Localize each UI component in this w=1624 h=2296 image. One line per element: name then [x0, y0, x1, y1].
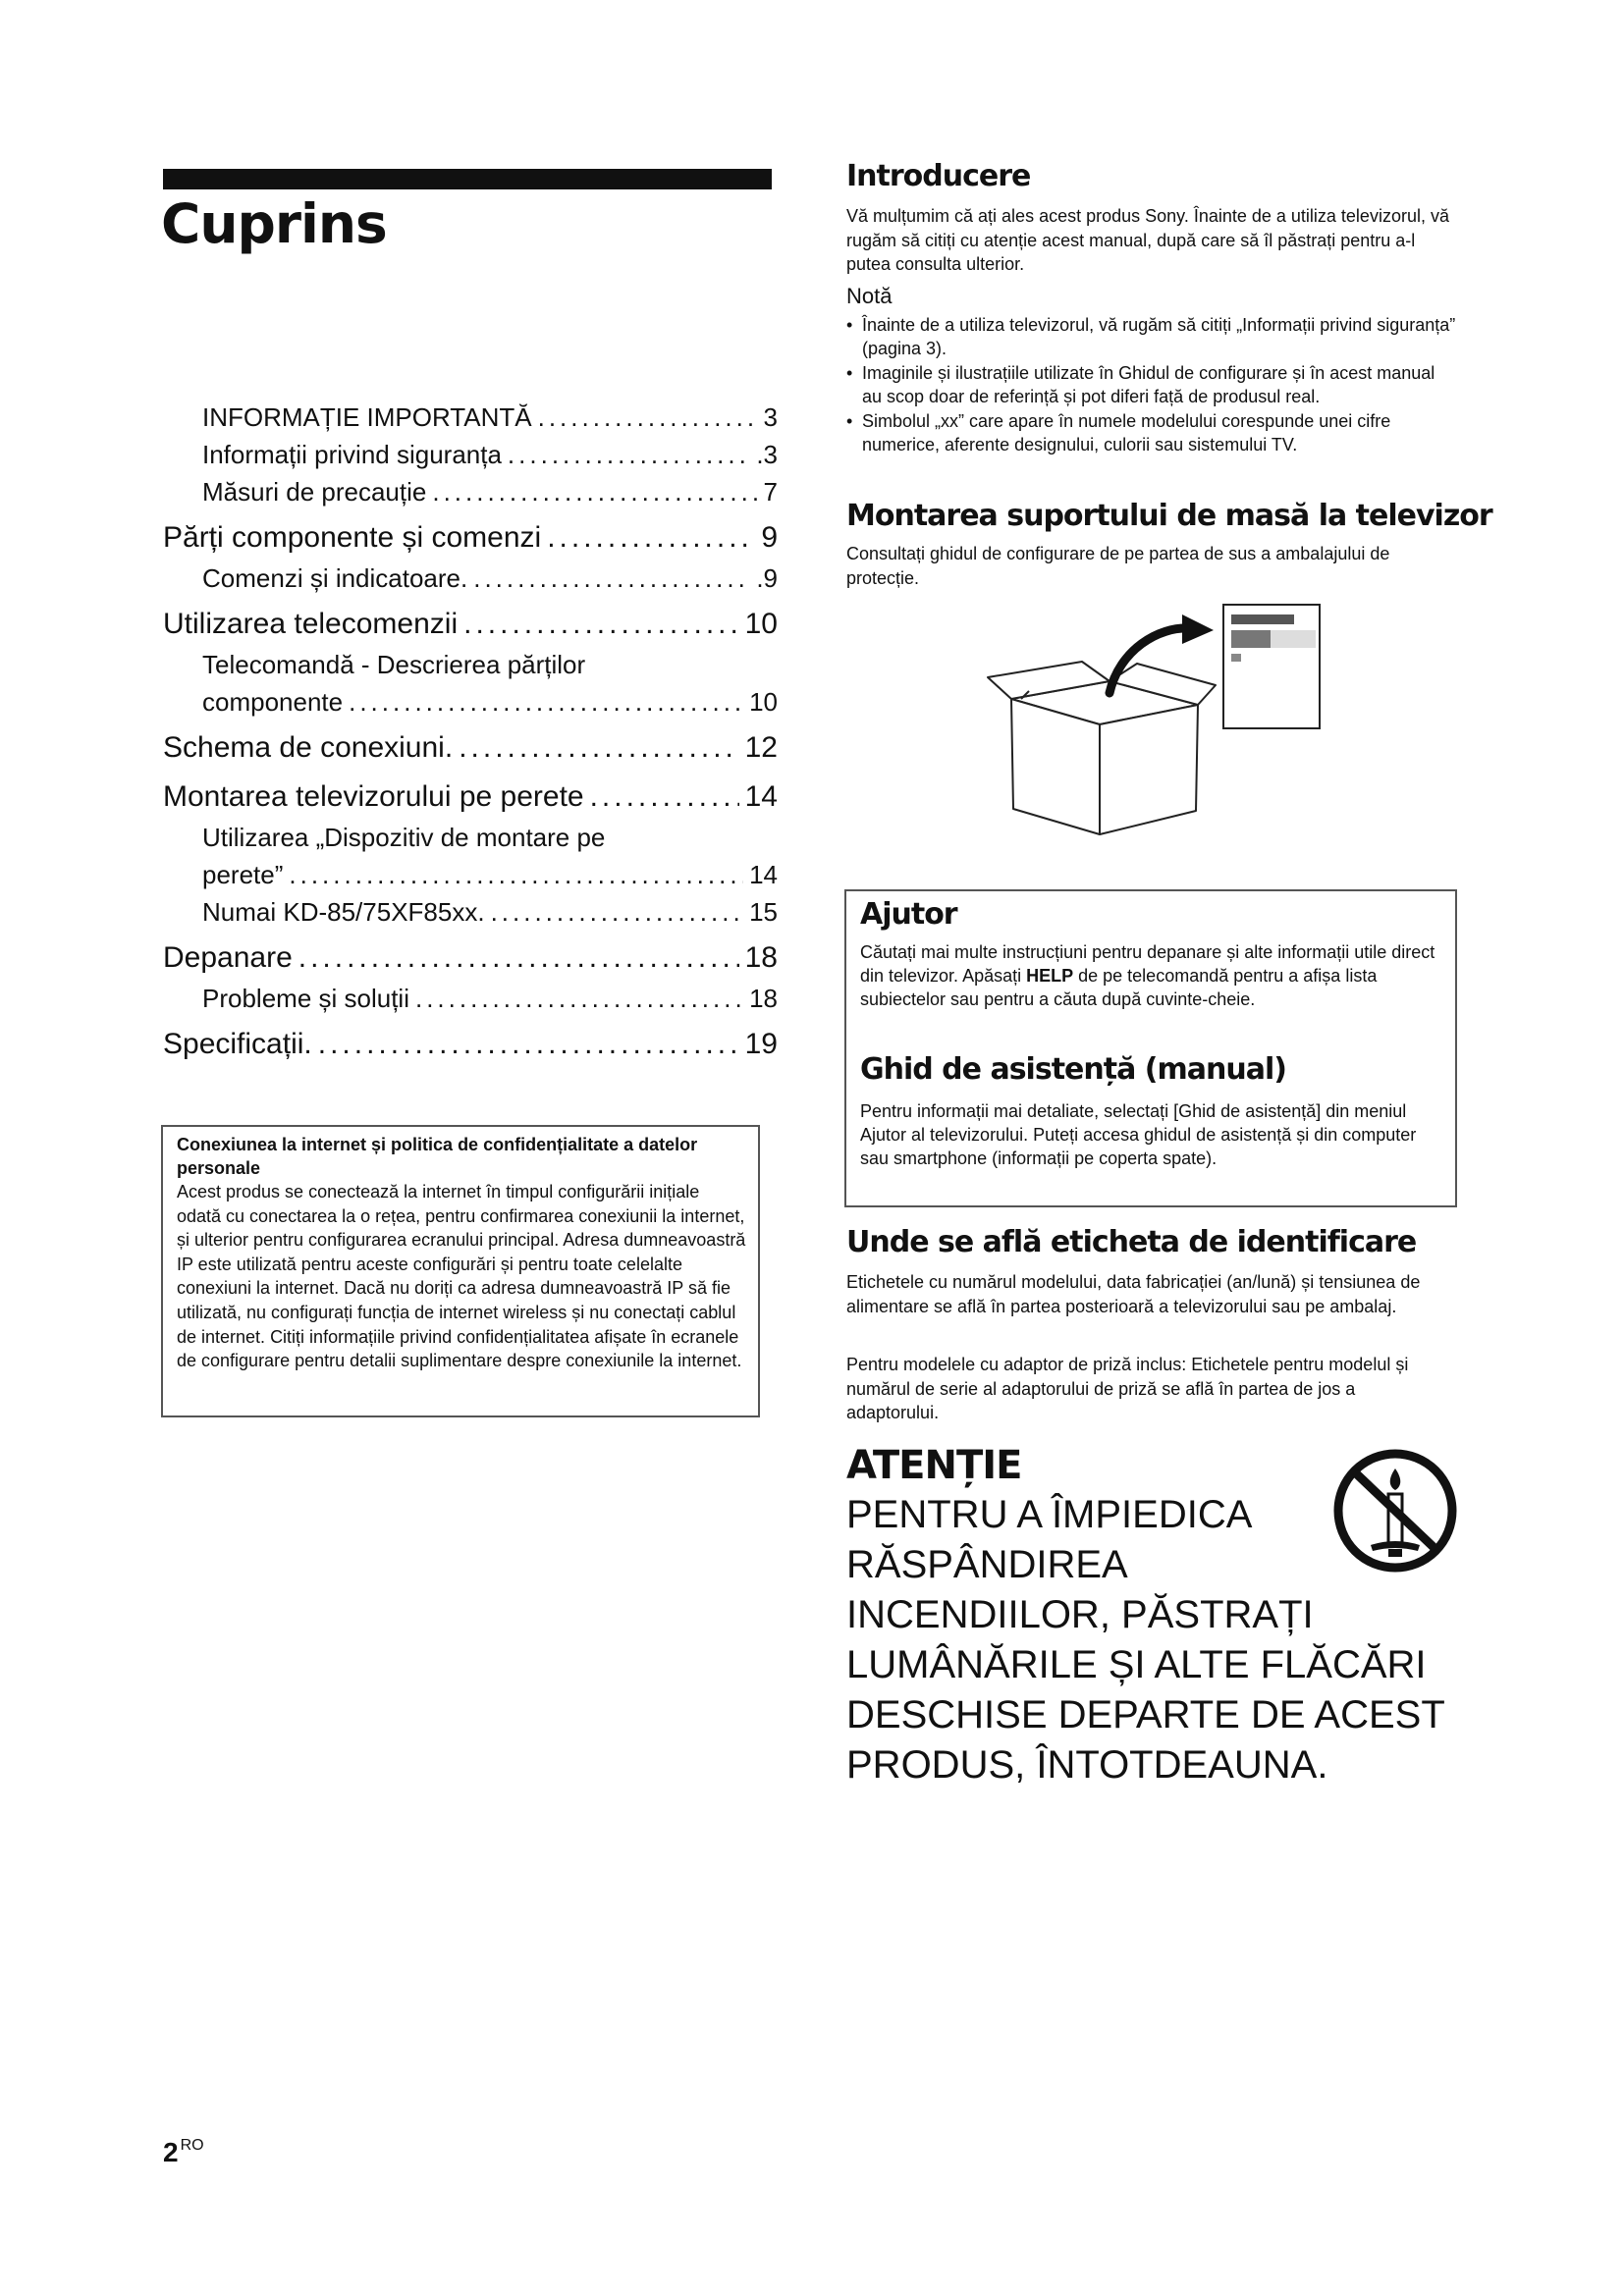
warning-line: LUMÂNĂRILE ȘI ALTE FLĂCĂRI [846, 1643, 1427, 1686]
packaging-illustration [972, 601, 1326, 858]
toc-leader [463, 603, 739, 646]
note-title: Notă [846, 284, 893, 308]
toc-entry-label: Comenzi și indicatoare. [202, 563, 468, 593]
toc-entry-page: 15 [749, 897, 778, 927]
toc-chapter[interactable] [163, 603, 778, 646]
toc-entry[interactable] [163, 436, 778, 473]
id-label-body: Etichetele cu numărul modelului, data fabricației (an/lună) și tensiunea de alimentare se află în partea posterioară a televizorului sau pe ambalaj. [846, 1272, 1421, 1316]
toc-entry-label: Măsuri de precauție [202, 477, 427, 507]
toc-leader [318, 1023, 739, 1066]
toc-leader [298, 936, 739, 980]
intro-title: Introducere [846, 159, 1031, 193]
warning-line: INCENDIILOR, PĂSTRAȚI [846, 1593, 1314, 1636]
no-open-flame-icon [1331, 1447, 1459, 1575]
toc-chapter-label: Specificații. [163, 1028, 312, 1060]
privacy-notice-title: Conexiunea la internet și politica de confidențialitate a datelor personale [177, 1135, 698, 1178]
toc-chapter[interactable] [163, 726, 778, 770]
toc-leader [508, 436, 750, 473]
help-body-text: Căutați mai multe instrucțiuni pentru depanare și alte informații utile direct din televizor. Apăsați [860, 942, 1435, 986]
toc-leader [590, 775, 739, 819]
toc-entry-page: 3 [763, 402, 778, 432]
toc-chapter-page: 18 [744, 941, 778, 974]
toc-leader [547, 516, 755, 560]
note-item: • Simbolul „xx” care apare în numele modelului corespunde unei cifre numerice, aferente designului, culorii sau sistemului TV. [846, 410, 1457, 456]
toc-entry[interactable] [163, 473, 778, 510]
note-item: • Imaginile și ilustrațiile utilizate în Ghidul de configurare și în acest manual au scop doar de referință și pot diferi față de produsul real. [846, 362, 1457, 408]
warning-title: ATENȚIE [846, 1443, 1022, 1488]
toc-entry-page: .3 [756, 440, 778, 469]
toc-chapter[interactable] [163, 775, 778, 819]
warning-line: PRODUS, ÎNTOTDEAUNA. [846, 1743, 1328, 1787]
toc-entry-label-line1[interactable]: Telecomandă - Descrierea părților [202, 650, 586, 679]
toc-chapter-label: Schema de conexiuni. [163, 731, 454, 764]
note-item: • Înainte de a utiliza televizorul, vă rugăm să citiți „Informații privind siguranța” (pagina 3). [846, 314, 1457, 360]
adaptor-label-body: Pentru modelele cu adaptor de priză inclus: Etichetele pentru modelul și numărul de serie al adaptorului de priză se află în partea de jos a adaptorului. [846, 1355, 1409, 1422]
title-rule [163, 169, 772, 189]
toc-chapter[interactable] [163, 1023, 778, 1066]
toc-leader [415, 980, 743, 1017]
toc-entry[interactable] [163, 683, 778, 721]
help-guide-title: Ghid de asistență (manual) [860, 1052, 1286, 1087]
stand-body: Consultați ghidul de configurare de pe partea de sus a ambalajului de protecție. [846, 544, 1390, 588]
toc-leader [473, 560, 750, 597]
toc-entry-label: Numai KD-85/75XF85xx. [202, 897, 485, 927]
toc-entry[interactable] [163, 856, 778, 893]
help-key: HELP [1026, 966, 1074, 986]
note-list [846, 314, 1457, 458]
toc-chapter[interactable] [163, 936, 778, 980]
help-box [844, 889, 1457, 1207]
toc-chapter-label: Depanare [163, 941, 293, 974]
page-number [163, 2137, 204, 2168]
toc-entry-label: INFORMAȚIE IMPORTANTĂ [202, 402, 532, 432]
page-title: Cuprins [161, 192, 387, 255]
help-body-text-end: de pe telecomandă pentru a afișa lista subiectelor sau pentru a căuta după cuvinte-cheie. [860, 966, 1378, 1009]
privacy-notice-box [161, 1125, 760, 1417]
page-number-value: 2 [163, 2137, 179, 2167]
stand-title: Montarea suportului de masă la televizor [846, 499, 1492, 533]
intro-body: Vă mulțumim că ați ales acest produs Sony. Înainte de a utiliza televizorul, vă rugăm să citiți cu atenție acest manual, după care să îl păstrați pentru a-l putea consulta ulterior. [846, 206, 1449, 274]
id-label-title: Unde se află eticheta de identificare [846, 1225, 1417, 1259]
toc-entry-page: 7 [763, 477, 778, 507]
toc-leader [459, 726, 738, 770]
help-title: Ajutor [860, 897, 957, 932]
help-guide-body: Pentru informații mai detaliate, selectați [Ghid de asistență] din meniul Ajutor al televizorului. Puteți accesa ghidul de asistență și din computer sau smartphone (informații pe coperta spate). [860, 1101, 1417, 1168]
toc-leader [289, 856, 743, 893]
toc-entry-label: componente [202, 687, 344, 717]
toc-entry-label-line1[interactable]: Utilizarea „Dispozitiv de montare pe [202, 823, 606, 852]
toc-leader [349, 683, 743, 721]
toc-entry[interactable] [163, 893, 778, 931]
toc-entry[interactable] [163, 980, 778, 1017]
toc-entry-label: perete” [202, 860, 284, 889]
toc-entry-page: 14 [749, 860, 778, 889]
toc-entry-label: Informații privind siguranța [202, 440, 502, 469]
toc-chapter-label: Montarea televizorului pe perete [163, 780, 584, 813]
warning-line: RĂSPÂNDIREA [846, 1543, 1128, 1586]
toc-chapter-label: Utilizarea telecomenzii [163, 608, 459, 640]
toc-entry-page: 18 [749, 984, 778, 1013]
page-language: RO [180, 2137, 204, 2154]
warning-line: PENTRU A ÎMPIEDICA [846, 1493, 1253, 1536]
table-of-contents [163, 399, 778, 1066]
toc-chapter-page: 9 [761, 521, 778, 554]
toc-entry-page: .9 [756, 563, 778, 593]
toc-chapter[interactable] [163, 516, 778, 560]
toc-entry[interactable] [163, 560, 778, 597]
privacy-notice-body: Acest produs se conectează la internet în timpul configurării inițiale odată cu conectarea la o rețea, pentru confirmarea conexiunii la internet, și ulterior pentru configurarea ecranului principal. Adresa dumneavoastră IP este utilizată pentru aceste configurări și pentru toate celelalte conexiuni la internet. Dacă nu doriți ca adresa dumneavoastră IP să fie utilizată, nu configurați funcția de internet wireless și nu conectați cablul de internet. Citiți informațiile privind confidențialitatea afișate în ecranele de configurare pentru detalii suplimentare despre conexiunile la internet. [177, 1182, 746, 1371]
toc-entry-label: Probleme și soluții [202, 984, 409, 1013]
toc-leader [491, 893, 744, 931]
toc-entry[interactable] [163, 399, 778, 436]
help-body [860, 940, 1445, 1011]
toc-entry-page: 10 [749, 687, 778, 717]
toc-leader [538, 399, 758, 436]
toc-leader [432, 473, 757, 510]
toc-chapter-page: 14 [744, 780, 778, 813]
toc-chapter-page: 10 [744, 608, 778, 640]
toc-chapter-page: 12 [744, 731, 778, 764]
toc-chapter-page: 19 [744, 1028, 778, 1060]
warning-line: DESCHISE DEPARTE DE ACEST [846, 1693, 1445, 1736]
toc-chapter-label: Părți componente și comenzi [163, 521, 542, 554]
